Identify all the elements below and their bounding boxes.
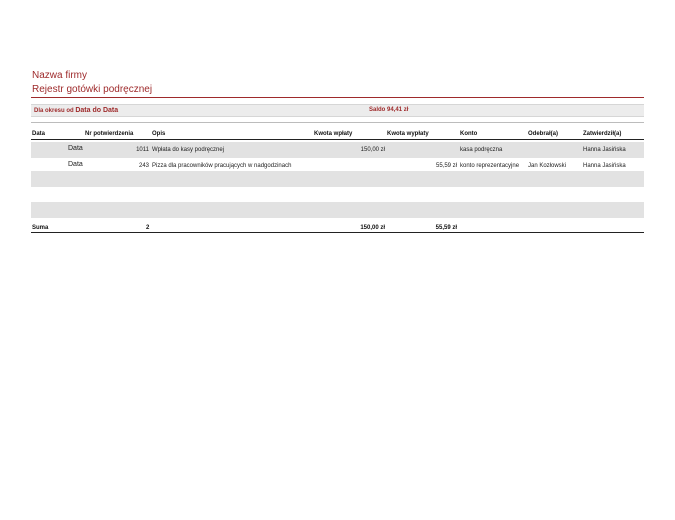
- company-name[interactable]: Nazwa firmy: [32, 70, 88, 81]
- column-header-withdrawal[interactable]: Kwota wypłaty: [387, 131, 429, 137]
- row-date[interactable]: Data: [68, 145, 83, 152]
- row-receipt[interactable]: 243: [138, 163, 149, 169]
- period-band: [31, 104, 644, 117]
- empty-table-row[interactable]: [31, 202, 644, 218]
- row-date[interactable]: Data: [68, 161, 83, 168]
- column-header-deposit[interactable]: Kwota wpłaty: [314, 131, 353, 137]
- total-count[interactable]: 2: [146, 225, 150, 231]
- column-header-account[interactable]: Konto: [460, 131, 478, 137]
- balance-value[interactable]: 94,41 zł: [387, 107, 409, 113]
- row-deposit[interactable]: 150,00 zł: [360, 147, 385, 153]
- table-row: [31, 142, 644, 158]
- row-description[interactable]: Pizza dla pracowników pracujących w nadgodzinach: [152, 163, 292, 169]
- row-receipt[interactable]: 1011: [136, 147, 149, 153]
- total-deposit[interactable]: 150,00 zł: [360, 225, 385, 231]
- section-divider: [31, 122, 644, 123]
- row-received-by[interactable]: Jan Kozłowski: [528, 163, 567, 169]
- period-dates[interactable]: Data do Data: [75, 107, 119, 114]
- row-account[interactable]: kasa podręczna: [460, 147, 503, 153]
- row-approved-by[interactable]: Hanna Jasińska: [583, 147, 626, 153]
- row-approved-by[interactable]: Hanna Jasińska: [583, 163, 626, 169]
- column-header-receipt[interactable]: Nr potwierdzenia: [85, 131, 134, 137]
- row-description[interactable]: Wpłata do kasy podręcznej: [152, 147, 225, 153]
- column-header-approved-by[interactable]: Zatwierdził(a): [583, 131, 622, 137]
- row-account[interactable]: konto reprezentacyjne: [460, 163, 520, 169]
- total-withdrawal[interactable]: 55,59 zł: [435, 225, 457, 231]
- column-header-description[interactable]: Opis: [152, 131, 166, 137]
- empty-table-row[interactable]: [31, 171, 644, 187]
- balance: [369, 107, 408, 113]
- total-label[interactable]: Suma: [32, 225, 49, 231]
- document-title[interactable]: Rejestr gotówki podręcznej: [32, 84, 153, 95]
- table-header: [31, 130, 644, 140]
- empty-table-row[interactable]: [31, 187, 644, 203]
- row-withdrawal[interactable]: 55,59 zł: [435, 163, 457, 169]
- title-divider: [31, 97, 644, 98]
- period-label: [34, 107, 118, 114]
- total-row: [31, 224, 644, 233]
- balance-label[interactable]: Saldo: [369, 107, 386, 113]
- column-header-date[interactable]: Data: [32, 131, 46, 137]
- period-prefix[interactable]: Dla okresu od: [34, 108, 74, 114]
- column-header-received-by[interactable]: Odebrał(a): [528, 131, 559, 137]
